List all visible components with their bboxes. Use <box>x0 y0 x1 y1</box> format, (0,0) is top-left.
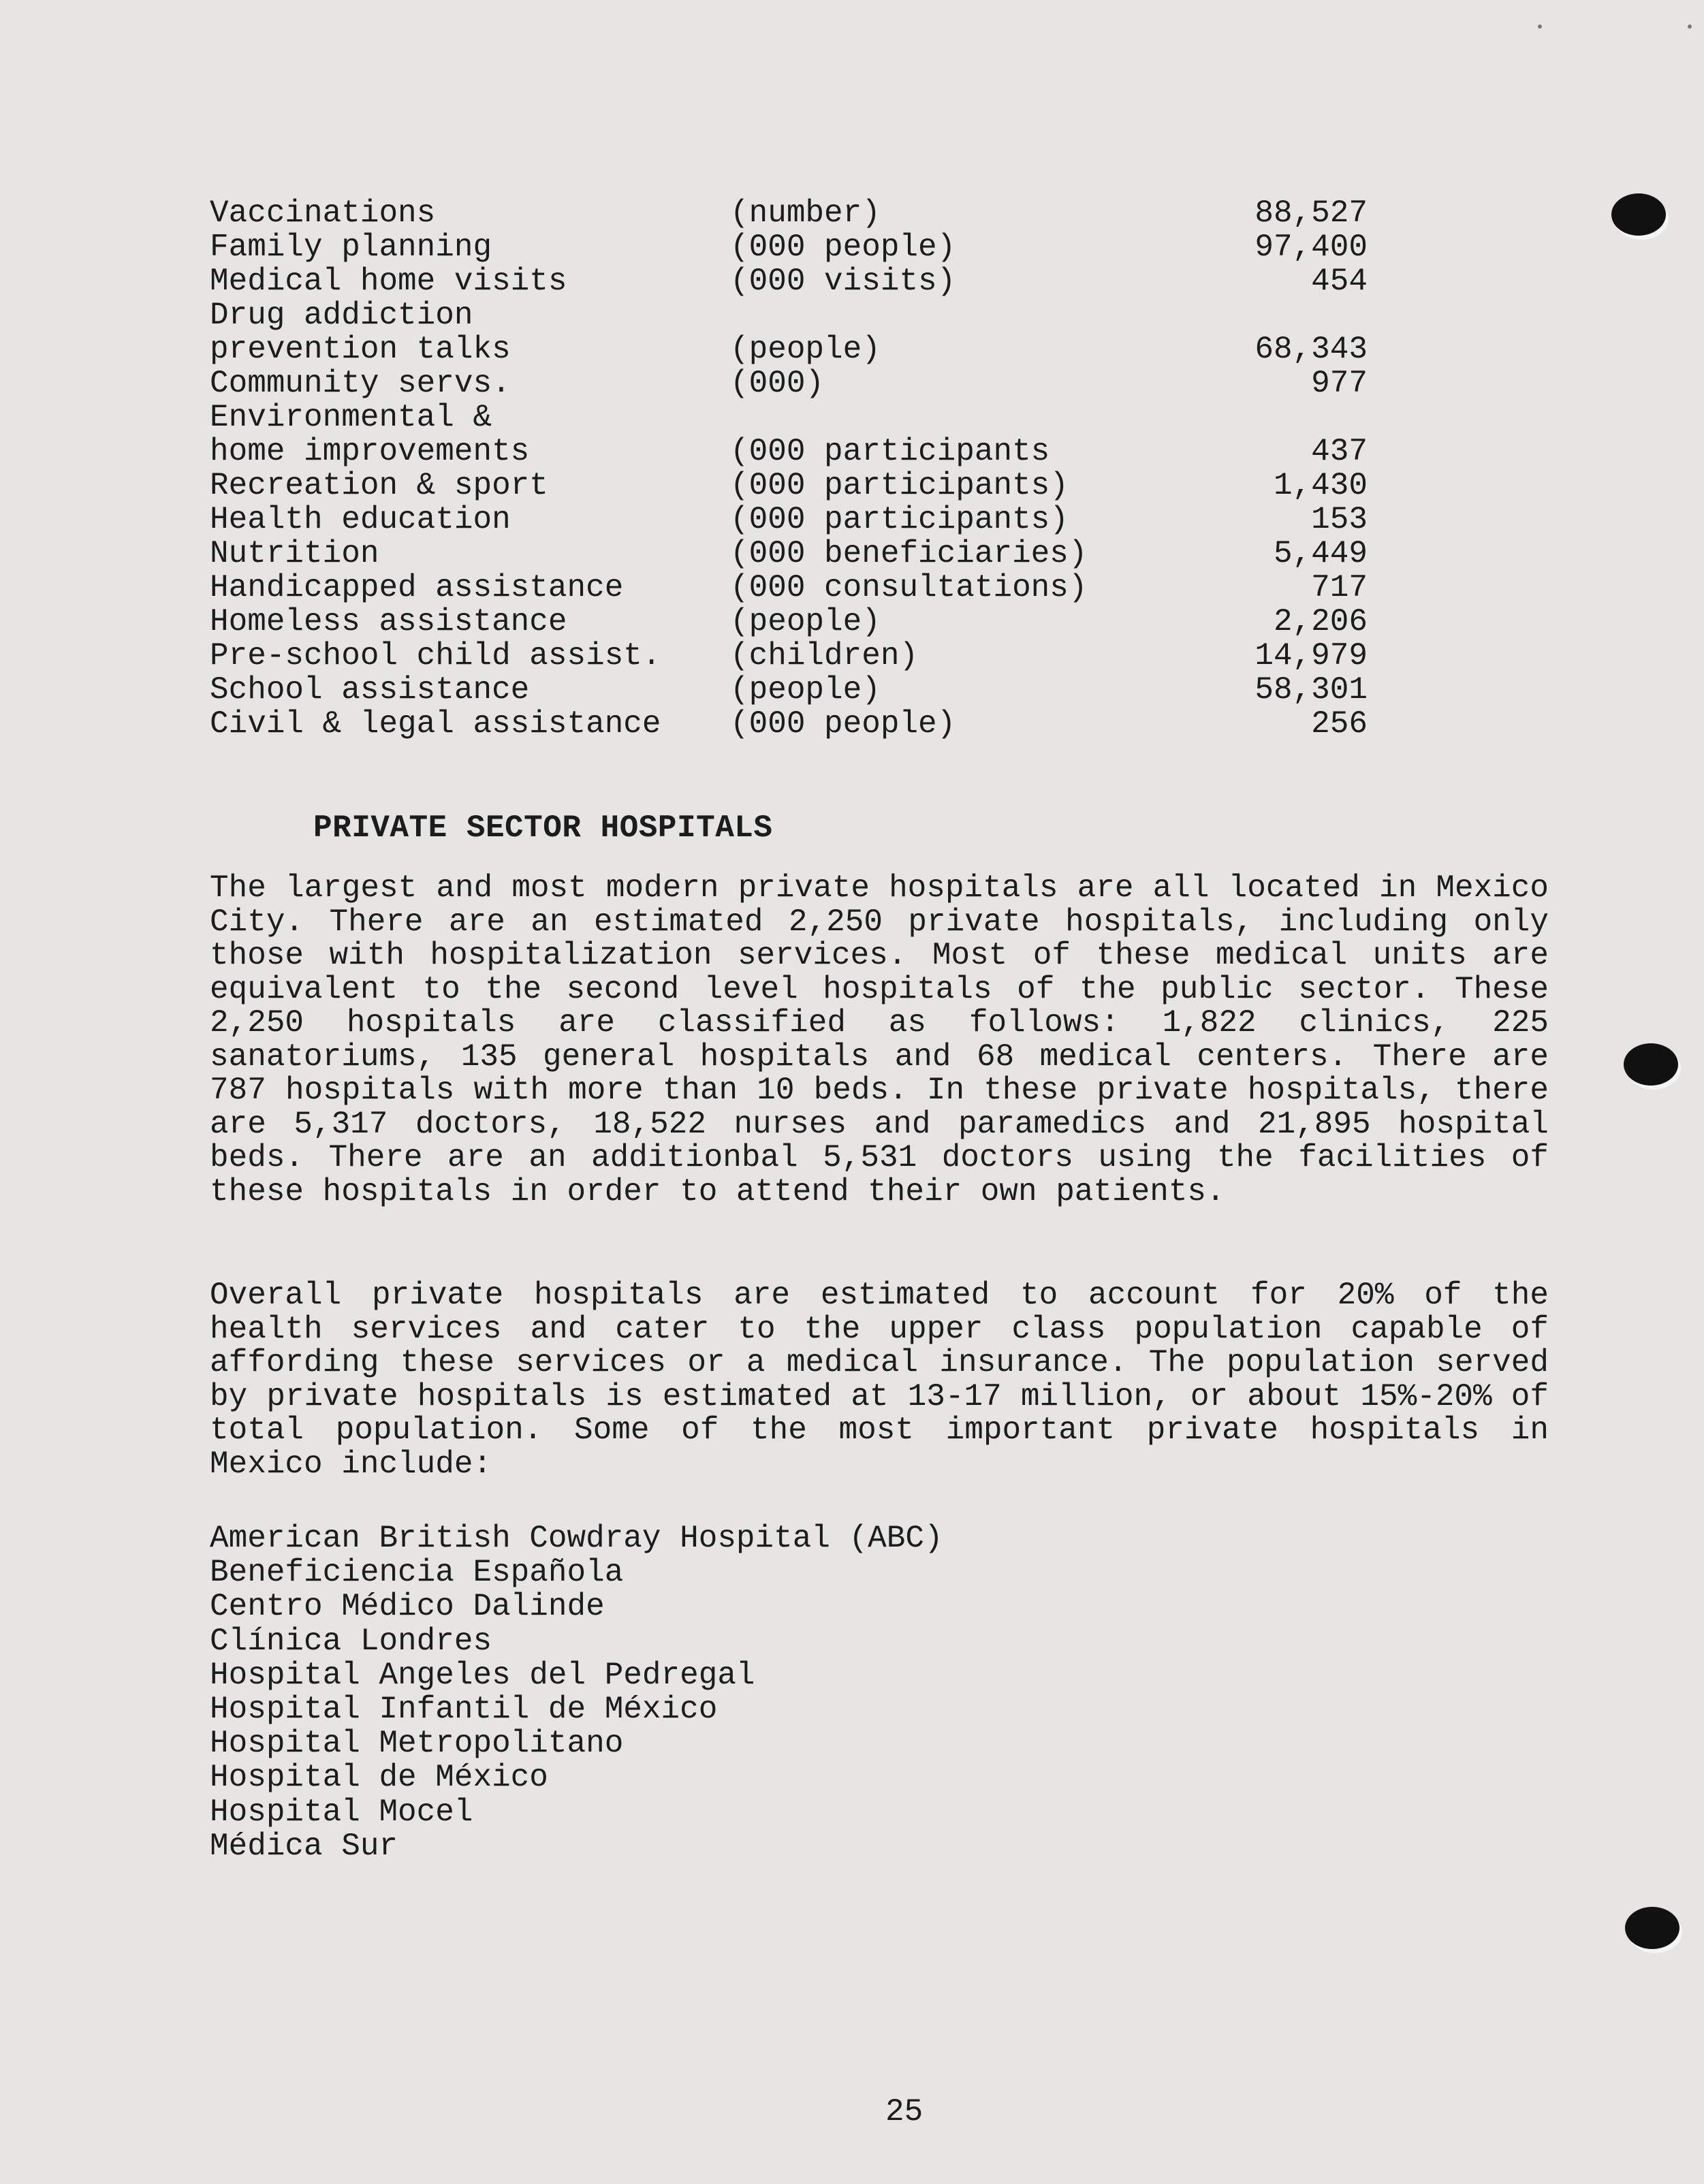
stats-label: Handicapped assistance <box>210 570 624 605</box>
hospital-list-item: Beneficiencia Española <box>210 1555 624 1591</box>
stats-value: 1,430 <box>1273 468 1368 503</box>
private-hospitals-paragraph: The largest and most modern private hospitals are all located in Mexico City. There are an estimated 2,250 private hospitals, including only those with hospitalization services. Most of these medical units are equivalent to the second level hospitals of the public sector. These 2,250 hospitals are classified as follows: 1,822 clinics, 225 sanatoriums, 135 general hospitals and 68 medical centers. There are 787 hospitals with more than 10 beds. In these private hospitals, there are 5,317 doctors, 18,522 nurses and paramedics and 21,895 hospital beds. There are an additionbal 5,531 doctors using the facilities of these hospitals in order to attend their own patients. <box>210 870 1549 1209</box>
stats-row <box>210 230 1368 264</box>
stats-label: Medical home visits <box>210 264 567 299</box>
paper-speck <box>1538 25 1542 29</box>
stats-value: 97,400 <box>1255 230 1368 265</box>
binder-hole <box>1625 1907 1679 1949</box>
stats-label: Family planning <box>210 230 492 265</box>
stats-unit: (000 beneficiaries) <box>730 536 1088 571</box>
section-heading: PRIVATE SECTOR HOSPITALS <box>313 810 773 846</box>
stats-label: prevention talks <box>210 332 511 367</box>
stats-value: 256 <box>1311 706 1368 742</box>
stats-value: 717 <box>1311 570 1368 605</box>
paper-speck <box>1688 25 1692 29</box>
stats-label: Nutrition <box>210 536 379 571</box>
services-statistics-table <box>210 196 1368 741</box>
binder-hole <box>1611 193 1666 236</box>
stats-row <box>210 366 1368 400</box>
stats-label: Recreation & sport <box>210 468 548 503</box>
stats-row <box>210 264 1368 298</box>
stats-unit: (number) <box>730 195 881 231</box>
stats-value: 153 <box>1311 502 1368 537</box>
stats-label: Vaccinations <box>210 195 436 231</box>
hospital-list <box>210 1521 943 1863</box>
stats-unit: (000 participants) <box>730 468 1069 503</box>
stats-row <box>210 673 1368 707</box>
hospital-list-item: American British Cowdray Hospital (ABC) <box>210 1521 943 1556</box>
stats-value: 2,206 <box>1273 604 1368 639</box>
private-hospitals-share-paragraph: Overall private hospitals are estimated to account for 20% of the health services and cater to the upper class population capable of affording these services or a medical insurance. The population served by private hospitals is estimated at 13-17 million, or about 15%-20% of total population. Some of the most important private hospitals in Mexico include: <box>210 1278 1549 1482</box>
stats-row <box>210 571 1368 605</box>
stats-unit: (000 participants <box>730 434 1050 469</box>
stats-label: Environmental & <box>210 400 492 435</box>
stats-value: 437 <box>1311 434 1368 469</box>
stats-row <box>210 332 1368 366</box>
stats-label: Homeless assistance <box>210 604 567 639</box>
stats-row <box>210 196 1368 230</box>
stats-value: 88,527 <box>1255 195 1368 231</box>
stats-label: Community servs. <box>210 366 511 401</box>
stats-unit: (000 people) <box>730 706 956 742</box>
stats-unit: (people) <box>730 604 881 639</box>
hospital-list-item: Hospital Mocel <box>210 1794 473 1830</box>
hospital-list-item: Hospital Metropolitano <box>210 1726 624 1762</box>
stats-unit: (people) <box>730 672 881 708</box>
stats-label: School assistance <box>210 672 530 708</box>
stats-label: home improvements <box>210 434 530 469</box>
hospital-list-item: Centro Médico Dalinde <box>210 1589 605 1625</box>
stats-row <box>210 298 1368 332</box>
hospital-list-item: Clínica Londres <box>210 1623 492 1659</box>
hospital-list-item: Hospital de México <box>210 1760 548 1796</box>
stats-unit: (000 visits) <box>730 264 956 299</box>
stats-unit: (000 participants) <box>730 502 1069 537</box>
stats-unit: (children) <box>730 638 919 674</box>
stats-unit: (000 people) <box>730 230 956 265</box>
stats-row <box>210 639 1368 673</box>
hospital-list-item: Hospital Infantil de México <box>210 1691 718 1727</box>
stats-unit: (000 consultations) <box>730 570 1088 605</box>
stats-row <box>210 537 1368 571</box>
stats-label: Civil & legal assistance <box>210 706 661 742</box>
hospital-list-item: Médica Sur <box>210 1828 398 1864</box>
stats-unit: (people) <box>730 332 881 367</box>
hospital-list-item: Hospital Angeles del Pedregal <box>210 1657 755 1693</box>
stats-label: Drug addiction <box>210 298 473 333</box>
stats-row <box>210 469 1368 503</box>
stats-row <box>210 400 1368 434</box>
stats-value: 68,343 <box>1255 332 1368 367</box>
stats-row <box>210 605 1368 639</box>
stats-value: 977 <box>1311 366 1368 401</box>
stats-value: 5,449 <box>1273 536 1368 571</box>
page-number: 25 <box>885 2094 924 2130</box>
stats-row <box>210 434 1368 469</box>
stats-label: Pre-school child assist. <box>210 638 661 674</box>
stats-value: 14,979 <box>1255 638 1368 674</box>
stats-row <box>210 503 1368 537</box>
stats-label: Health education <box>210 502 511 537</box>
binder-hole <box>1624 1043 1678 1086</box>
stats-value: 454 <box>1311 264 1368 299</box>
stats-row <box>210 707 1368 741</box>
stats-unit: (000) <box>730 366 825 401</box>
stats-value: 58,301 <box>1255 672 1368 708</box>
